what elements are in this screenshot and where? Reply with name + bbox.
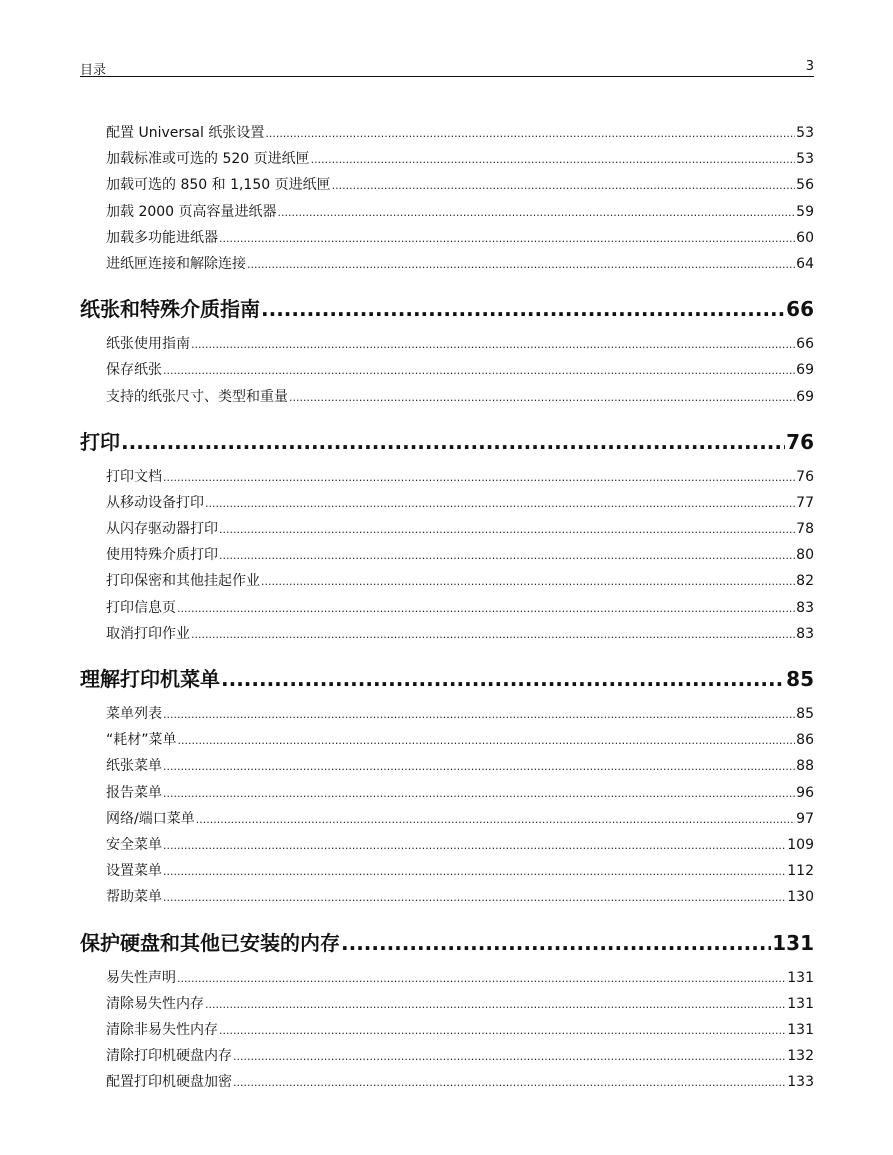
toc-page-number: 59: [796, 203, 814, 220]
toc-entry[interactable]: [80, 516, 814, 542]
toc-entry-title: 报告菜单: [106, 784, 162, 801]
toc-entry-title: 加载可选的 850 和 1,150 页进纸匣: [106, 177, 331, 194]
toc-entry-title: 取消打印作业: [106, 625, 190, 642]
dot-leader: [233, 1044, 786, 1069]
dot-leader: [178, 728, 796, 753]
toc-entry[interactable]: [80, 701, 814, 727]
header-title: 目录: [80, 63, 107, 78]
dot-leader: [219, 226, 795, 251]
dot-leader: [191, 622, 795, 647]
toc-page-number: 86: [796, 732, 814, 749]
dot-leader: [191, 332, 795, 357]
toc-page-number: 83: [796, 625, 814, 642]
toc-entry-title: 使用特殊介质打印: [106, 547, 218, 564]
dot-leader: [163, 859, 786, 884]
header-page-number: 3: [805, 59, 814, 74]
toc-section-entry[interactable]: [80, 287, 814, 331]
dot-leader: [121, 420, 785, 464]
toc-entry-title: 打印信息页: [106, 599, 176, 616]
toc-entry[interactable]: [80, 331, 814, 357]
toc-page-number: 112: [787, 863, 814, 880]
toc-entry-title: 设置菜单: [106, 863, 162, 880]
toc-entry[interactable]: [80, 858, 814, 884]
toc-page-number: 97: [796, 810, 814, 827]
toc-entry-title: 从闪存驱动器打印: [106, 521, 218, 538]
toc-entry[interactable]: [80, 1043, 814, 1069]
toc-entry[interactable]: [80, 542, 814, 568]
dot-leader: [177, 596, 795, 621]
dot-leader: [219, 1018, 786, 1043]
page-header: [80, 58, 814, 77]
toc-page-number: 132: [787, 1048, 814, 1065]
toc-entry[interactable]: [80, 1017, 814, 1043]
toc-entry[interactable]: [80, 464, 814, 490]
toc-page-number: 109: [787, 836, 814, 853]
toc-entry[interactable]: [80, 753, 814, 779]
toc-entry[interactable]: [80, 384, 814, 410]
toc-entry[interactable]: [80, 991, 814, 1017]
toc-entry-title: 加载 2000 页高容量进纸器: [106, 203, 277, 220]
toc-entry-title: 清除非易失性内存: [106, 1021, 218, 1038]
dot-leader: [163, 702, 795, 727]
toc-entry[interactable]: [80, 146, 814, 172]
toc-entry-title: 配置 Universal 纸张设置: [106, 125, 265, 141]
dot-leader: [163, 465, 795, 490]
toc-entry[interactable]: [80, 199, 814, 225]
toc-page-number: 69: [796, 388, 814, 405]
toc-entry[interactable]: [80, 965, 814, 991]
dot-leader: [233, 1070, 786, 1095]
toc-page-number: 131: [772, 930, 814, 955]
toc-page-number: 88: [796, 758, 814, 775]
toc-entry-title: 进纸匣连接和解除连接: [106, 255, 246, 272]
toc-entry[interactable]: [80, 568, 814, 594]
toc-entry[interactable]: [80, 727, 814, 753]
toc-page-number: 76: [786, 429, 814, 454]
dot-leader: [205, 491, 795, 516]
toc-page-number: 80: [796, 547, 814, 564]
toc-entry-title: 从移动设备打印: [106, 494, 204, 511]
dot-leader: [332, 173, 796, 198]
toc-entry-title: 易失性声明: [106, 969, 176, 986]
toc-page-number: 130: [787, 889, 814, 906]
toc-entry-title: 保存纸张: [106, 362, 162, 379]
toc-entry-title: 加载多功能进纸器: [106, 229, 218, 246]
dot-leader: [163, 833, 786, 858]
toc-page-number: 131: [787, 969, 814, 986]
dot-leader: [247, 252, 795, 277]
toc-entry[interactable]: [80, 832, 814, 858]
toc-entry[interactable]: [80, 595, 814, 621]
table-of-contents: [80, 120, 814, 1095]
toc-entry-title: 菜单列表: [106, 706, 162, 722]
toc-entry[interactable]: [80, 884, 814, 910]
toc-entry-title: “耗材”菜单: [106, 732, 177, 749]
toc-entry-title: 纸张使用指南: [106, 336, 190, 353]
toc-entry-title: 清除易失性内存: [106, 995, 204, 1012]
toc-entry-title: 网络/端口菜单: [106, 810, 195, 827]
toc-section-title: 理解打印机菜单: [80, 667, 220, 691]
dot-leader: [163, 781, 795, 806]
toc-page-number: 66: [786, 297, 814, 322]
toc-page-number: 96: [796, 784, 814, 801]
dot-leader: [163, 358, 795, 383]
toc-entry[interactable]: [80, 172, 814, 198]
toc-entry-title: 加载标准或可选的 520 页进纸匣: [106, 151, 310, 168]
toc-page-number: 78: [796, 521, 814, 538]
dot-leader: [261, 287, 785, 331]
dot-leader: [289, 385, 795, 410]
dot-leader: [163, 754, 795, 779]
toc-section-entry[interactable]: [80, 921, 814, 965]
toc-page-number: 53: [796, 125, 814, 141]
toc-entry-title: 支持的纸张尺寸、类型和重量: [106, 388, 288, 405]
toc-entry-title: 打印保密和其他挂起作业: [106, 573, 260, 590]
toc-entry[interactable]: [80, 490, 814, 516]
toc-entry[interactable]: [80, 120, 814, 146]
dot-leader: [163, 885, 786, 910]
toc-entry[interactable]: [80, 621, 814, 647]
toc-entry-title: 安全菜单: [106, 836, 162, 853]
dot-leader: [311, 147, 796, 172]
toc-entry[interactable]: [80, 251, 814, 277]
toc-entry[interactable]: [80, 1069, 814, 1095]
dot-leader: [341, 921, 771, 965]
toc-entry[interactable]: [80, 357, 814, 383]
dot-leader: [219, 517, 795, 542]
toc-page-number: 69: [796, 362, 814, 379]
toc-section-title: 打印: [80, 429, 120, 454]
toc-page-number: 133: [787, 1074, 814, 1091]
dot-leader: [177, 966, 786, 991]
toc-page-number: 82: [796, 573, 814, 590]
dot-leader: [219, 543, 795, 568]
toc-entry-title: 清除打印机硬盘内存: [106, 1048, 232, 1065]
toc-page-number: 85: [796, 706, 814, 722]
toc-page-number: 56: [796, 177, 814, 194]
toc-entry-title: 帮助菜单: [106, 889, 162, 906]
toc-page-number: 77: [796, 494, 814, 511]
toc-page-number: 66: [796, 336, 814, 353]
dot-leader: [221, 657, 785, 701]
toc-page-number: 131: [787, 995, 814, 1012]
dot-leader: [278, 200, 796, 225]
toc-entry[interactable]: [80, 806, 814, 832]
toc-page-number: 131: [787, 1021, 814, 1038]
dot-leader: [265, 121, 795, 146]
dot-leader: [196, 807, 795, 832]
toc-entry-title: 配置打印机硬盘加密: [106, 1074, 232, 1091]
toc-section-title: 保护硬盘和其他已安装的内存: [80, 930, 340, 955]
toc-page-number: 60: [796, 229, 814, 246]
toc-page-number: 85: [786, 667, 814, 691]
toc-page-number: 76: [796, 468, 814, 485]
toc-page-number: 64: [796, 255, 814, 272]
toc-entry-title: 打印文档: [106, 468, 162, 485]
toc-section-entry[interactable]: [80, 657, 814, 701]
dot-leader: [205, 992, 786, 1017]
toc-section-entry[interactable]: [80, 420, 814, 464]
toc-page-number: 53: [796, 151, 814, 168]
toc-entry-title: 纸张菜单: [106, 758, 162, 775]
toc-section-title: 纸张和特殊介质指南: [80, 297, 260, 322]
dot-leader: [261, 569, 795, 594]
toc-entry[interactable]: [80, 225, 814, 251]
toc-page-number: 83: [796, 599, 814, 616]
toc-entry[interactable]: [80, 780, 814, 806]
